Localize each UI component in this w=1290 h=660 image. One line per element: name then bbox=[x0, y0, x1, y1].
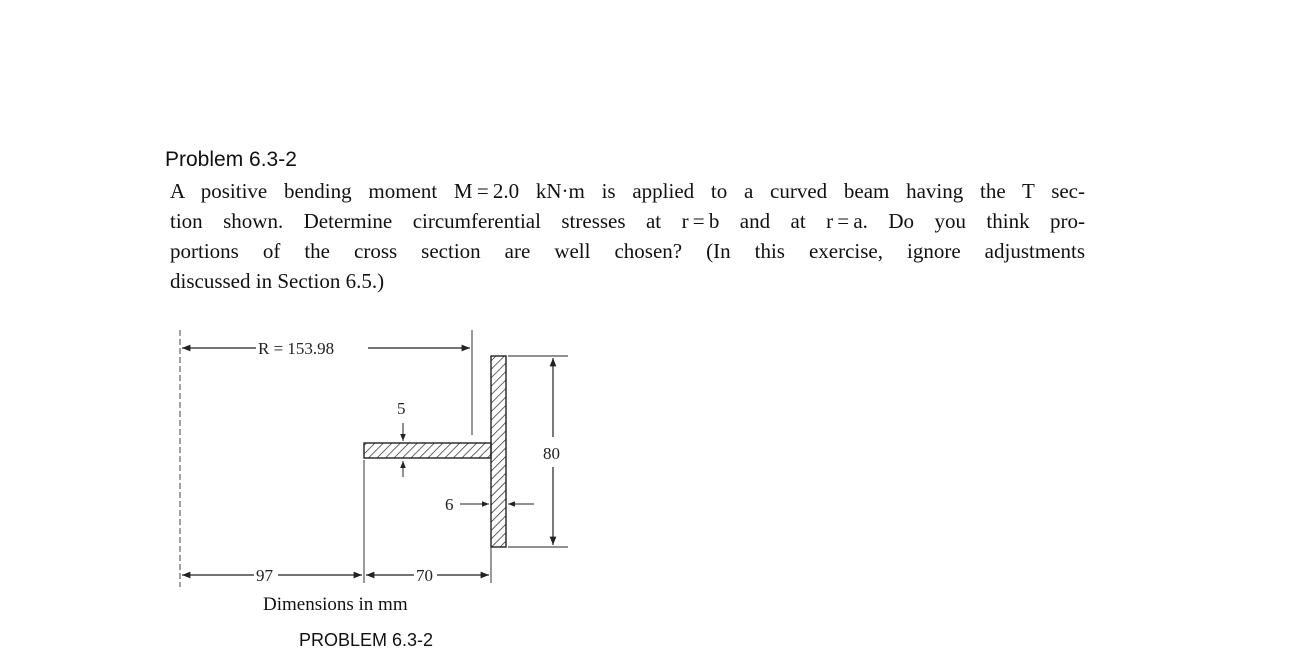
problem-text-line-4: discussed in Section 6.5.) bbox=[170, 269, 385, 293]
figure-caption: Dimensions in mm bbox=[263, 594, 408, 615]
t-section-drawing bbox=[170, 325, 590, 595]
flange-thickness-label: 5 bbox=[397, 399, 406, 418]
figure-problem-label: PROBLEM 6.3-2 bbox=[299, 630, 434, 650]
web-thickness-label: 6 bbox=[445, 495, 454, 514]
problem-text-line-1: A positive bending moment M = 2.0 kN·m is applied to a curved beam having the T sec- bbox=[170, 179, 1085, 203]
flange bbox=[364, 443, 491, 458]
problem-text-line-2: tion shown. Determine circumferential stresses at r = b and at r = a. Do you think pro- bbox=[170, 209, 1085, 233]
problem-heading: Problem 6.3-2 bbox=[165, 148, 297, 171]
web bbox=[491, 356, 506, 547]
radius-label: R = 153.98 bbox=[258, 339, 335, 358]
problem-text-line-3: portions of the cross section are well chosen? (In this exercise, ignore adjustments bbox=[170, 239, 1085, 263]
problem-statement bbox=[170, 176, 1085, 296]
height-label: 80 bbox=[543, 444, 560, 463]
right-dim-label: 70 bbox=[416, 566, 433, 585]
left-dim-label: 97 bbox=[256, 566, 273, 585]
